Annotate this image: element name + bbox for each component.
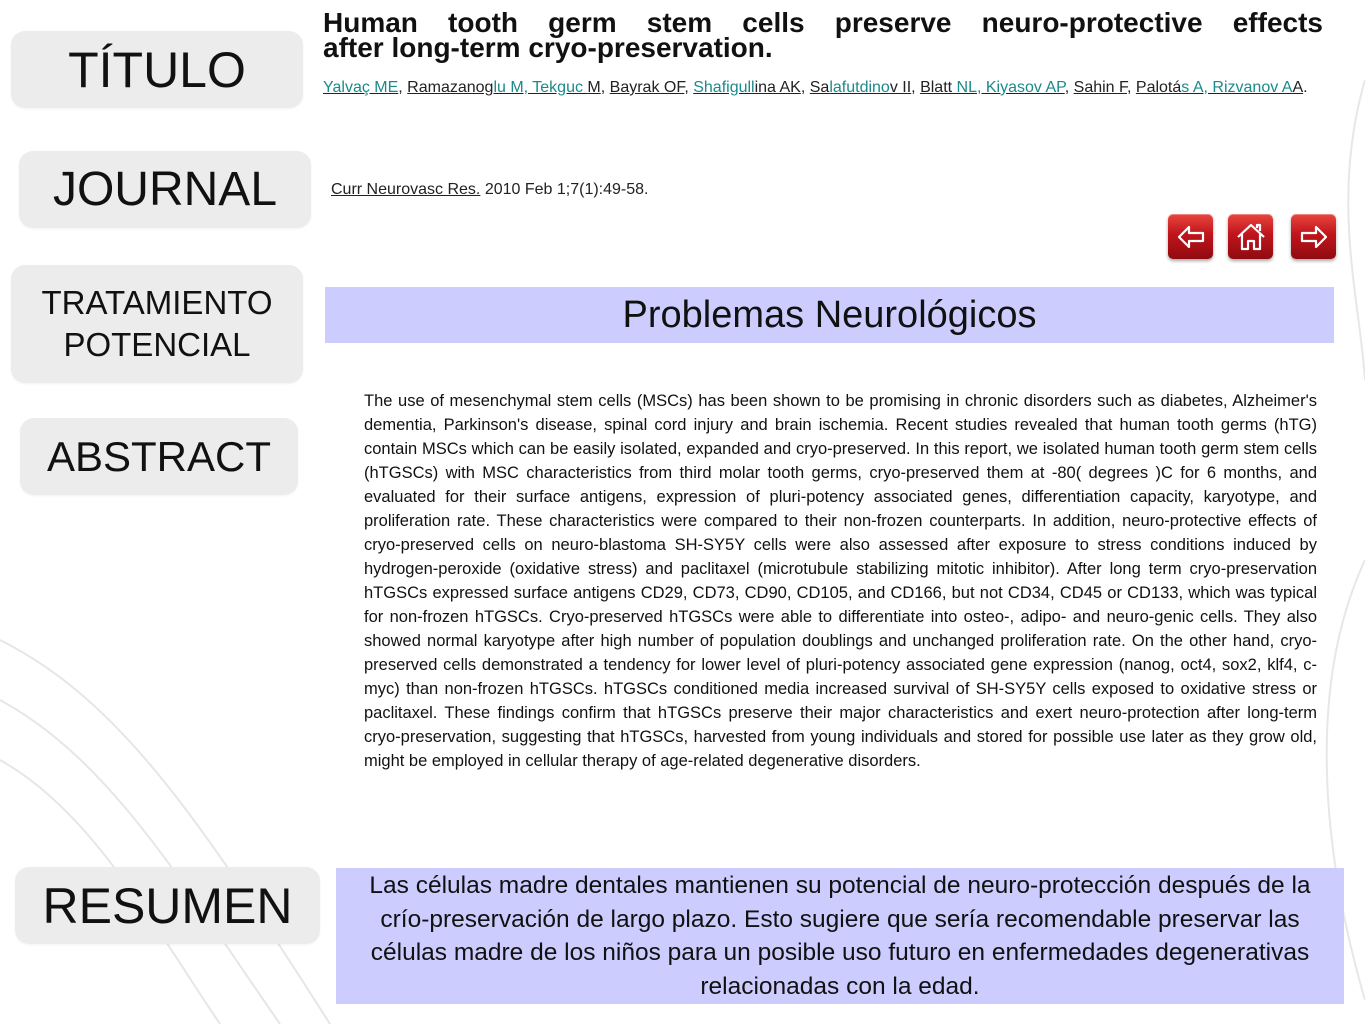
author-link[interactable]: Ramazanoglu M, Tekguc M <box>407 79 601 96</box>
sidebar-tratamiento-line2: POTENCIAL <box>63 326 251 363</box>
sidebar-tratamiento-potencial <box>11 265 303 383</box>
author-separator: , <box>1127 79 1136 96</box>
home-button[interactable] <box>1228 214 1273 259</box>
author-separator: . <box>1303 79 1308 96</box>
article-title-line2: after long-term cryo-preservation. <box>323 32 773 63</box>
article-title-line1: Human tooth germ stem cells preserve neuro-protective effects <box>323 7 1323 38</box>
arrow-left-icon <box>1176 224 1206 250</box>
author-link[interactable]: Shafigullina AK <box>693 79 801 96</box>
journal-citation <box>331 181 648 199</box>
journal-citation-detail: 2010 Feb 1;7(1):49-58. <box>480 181 649 198</box>
author-separator: , <box>911 79 921 96</box>
sidebar-journal: JOURNAL <box>19 151 311 228</box>
resumen-text: Las células madre dentales mantienen su potencial de neuro-protección después de la crío-preservación de largo plazo. Esto sugiere que sería recomendable preservar las células madre de los niños para un posible uso futuro en enfermedades degenerativas relacionadas con la edad. <box>336 868 1344 1004</box>
home-icon <box>1235 222 1267 252</box>
author-separator: , <box>398 79 408 96</box>
sidebar-resumen: RESUMEN <box>15 867 320 944</box>
abstract-text: The use of mesenchymal stem cells (MSCs) has been shown to be promising in chronic disorders such as diabetes, Alzheimer's dementia, Parkinson's disease, spinal cord injury and brain ischemia. Recent studies revealed that human tooth germs (hTG) contain MSCs which can be easily isolated, expanded and cryo-preserved. In this report, we isolated human tooth germ stem cells (hTGSCs) with MSC characteristics from third molar tooth germs, cryo-preserved them at -80( degrees )C for 6 months, and evaluated for their surface antigens, expression of pluri-potency associated genes, differentiation capacity, karyotype, and proliferation rate. These characteristics were compared to their non-frozen counterparts. In addition, neuro-protective effects of cryo-preserved cells on neuro-blastoma SH-SY5Y cells were also assessed after exposure to stress conditions induced by hydrogen-peroxide (oxidative stress) and paclitaxel (microtubule stabilizing mitotic inhibitor). After long term cryo-preservation hTGSCs expressed surface antigens CD29, CD73, CD90, CD105, and CD166, but not CD34, CD45 or CD133, which was typical for non-frozen hTGSCs. Cryo-preserved hTGSCs were able to differentiate into osteo-, adipo- and neuro-genic cells. They also showed normal karyotype after high number of population doublings and unchanged proliferation rate. On the other hand, cryo-preserved cells demonstrated a tendency for lower level of pluri-potency associated gene expression (nanog, oct4, sox2, klf4, c-myc) than non-frozen hTGSCs. hTGSCs conditioned media increased survival of SH-SY5Y cells exposed to oxidative stress or paclitaxel. These findings confirm that hTGSCs preserve their major characteristics and exert neuro-protection after long-term cryo-preservation, suggesting that hTGSCs, harvested from young individuals and stored for possible use later as they grow old, might be employed in cellular therapy of age-related degenerative disorders. <box>364 392 1317 770</box>
author-link[interactable]: Bayrak OF <box>609 79 685 96</box>
author-separator: , <box>800 79 810 96</box>
previous-button[interactable] <box>1168 214 1213 259</box>
next-button[interactable] <box>1291 214 1336 259</box>
journal-link[interactable]: Curr Neurovasc Res. <box>331 181 481 198</box>
sidebar-tratamiento-line1: TRATAMIENTO <box>41 284 273 321</box>
article-title <box>323 7 1323 63</box>
author-link[interactable]: Palotás A, Rizvanov AA <box>1135 79 1304 96</box>
section-heading: Problemas Neurológicos <box>325 287 1334 343</box>
author-separator: , <box>600 79 610 96</box>
sidebar-titulo: TÍTULO <box>11 31 303 108</box>
author-link[interactable]: Yalvaç ME <box>323 79 399 96</box>
author-separator: , <box>684 79 694 96</box>
author-link[interactable]: Sahin F <box>1073 79 1128 96</box>
author-list <box>323 76 1335 100</box>
author-link[interactable]: Blatt NL, Kiyasov AP <box>920 79 1065 96</box>
arrow-right-icon <box>1299 224 1329 250</box>
author-link[interactable]: Salafutdinov II <box>809 79 912 96</box>
author-separator: , <box>1064 79 1074 96</box>
sidebar-abstract: ABSTRACT <box>20 418 298 495</box>
